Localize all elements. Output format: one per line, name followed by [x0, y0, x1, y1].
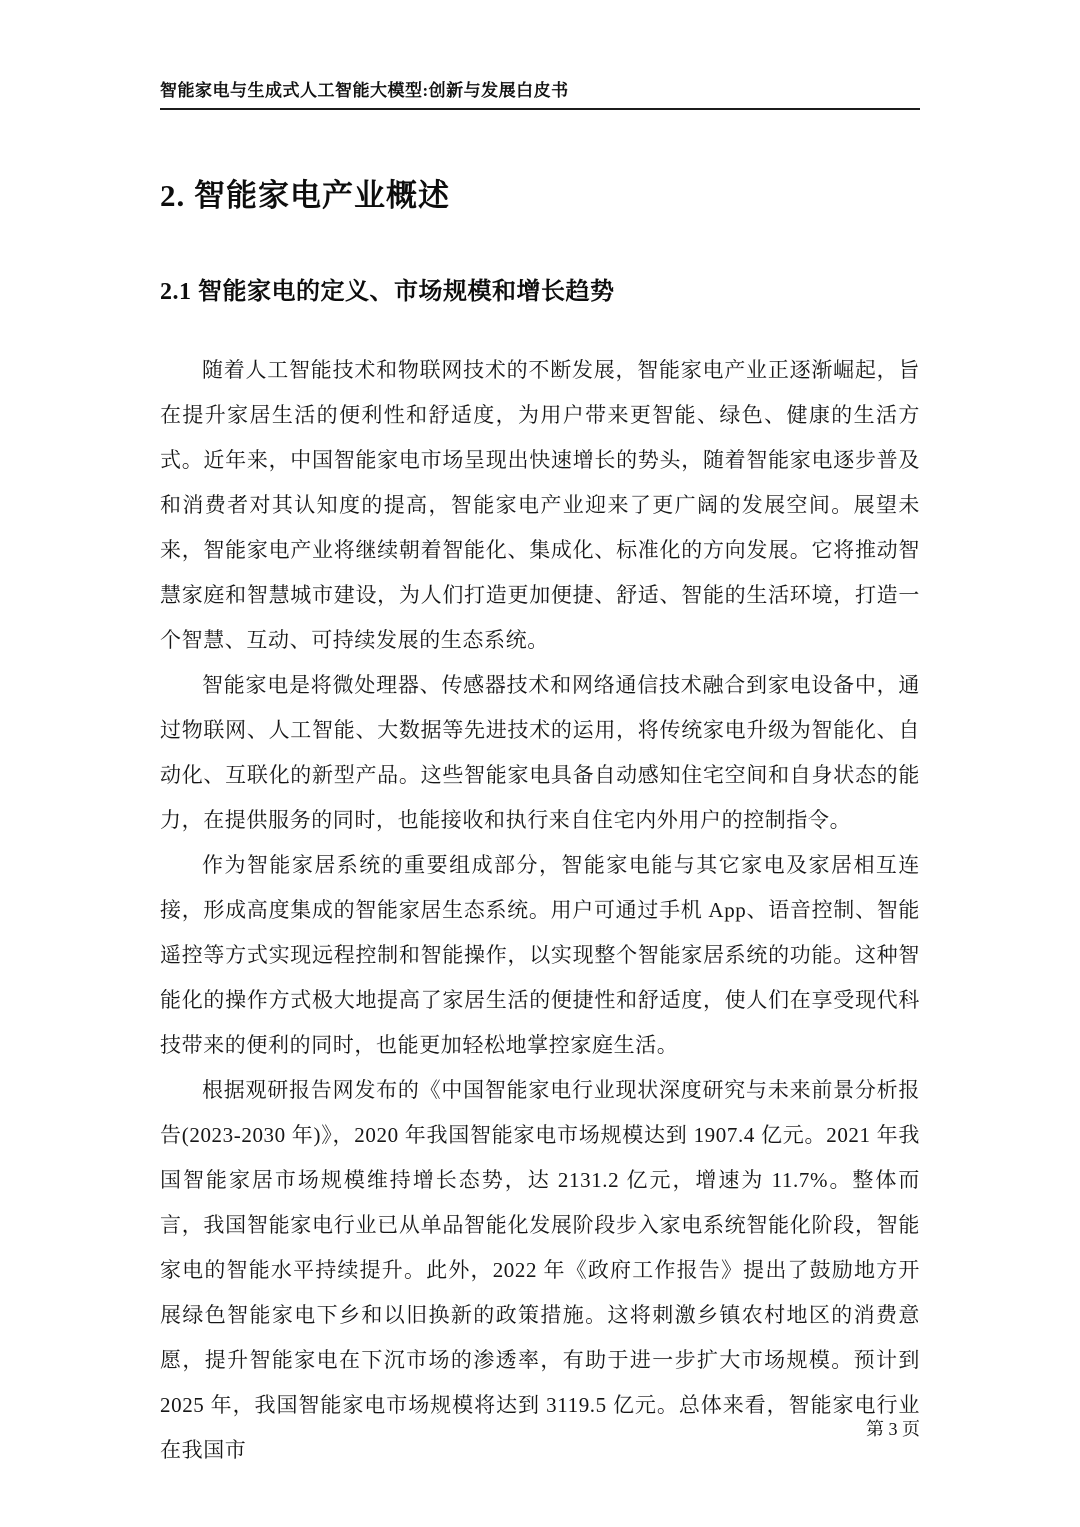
paragraph-2: 智能家电是将微处理器、传感器技术和网络通信技术融合到家电设备中，通过物联网、人工智能、大数据等先进技术的运用，将传统家电升级为智能化、自动化、互联化的新型产品。这些智能家电具备自动感知住宅空间和自身状态的能力，在提供服务的同时，也能接收和执行来自住宅内外用户的控制指令。	[160, 673, 920, 832]
page-footer	[866, 1415, 920, 1441]
subsection-heading: 2.1 智能家电的定义、市场规模和增长趋势	[160, 279, 615, 305]
body-text	[160, 348, 920, 1473]
header-title: 智能家电与生成式人工智能大模型:创新与发展白皮书	[160, 81, 569, 100]
page-header	[160, 0, 920, 110]
paragraph-4: 根据观研报告网发布的《中国智能家电行业现状深度研究与未来前景分析报告(2023-2030 年)》，2020 年我国智能家电市场规模达到 1907.4 亿元。2021 年我国智能家居市场规模维持增长态势，达 2131.2 亿元，增速为 11.7%。整体而言，我国智能家电行业已从单品智能化发展阶段步入家电系统智能化阶段，智能家电的智能水平持续提升。此外，2022 年《政府工作报告》提出了鼓励地方开展绿色智能家电下乡和以旧换新的政策措施。这将刺激乡镇农村地区的消费意愿，提升智能家电在下沉市场的渗透率，有助于进一步扩大市场规模。预计到 2025 年，我国智能家电市场规模将达到 3119.5 亿元。总体来看，智能家电行业在我国市	[160, 1078, 920, 1462]
section-heading: 2. 智能家电产业概述	[160, 178, 450, 213]
paragraph-3: 作为智能家居系统的重要组成部分，智能家电能与其它家电及家居相互连接，形成高度集成的智能家居生态系统。用户可通过手机 App、语音控制、智能遥控等方式实现远程控制和智能操作，以实现整个智能家居系统的功能。这种智能化的操作方式极大地提高了家居生活的便捷性和舒适度，使人们在享受现代科技带来的便利的同时，也能更加轻松地掌控家庭生活。	[160, 853, 920, 1057]
page-number: 第 3 页	[866, 1419, 920, 1439]
paragraph-1: 随着人工智能技术和物联网技术的不断发展，智能家电产业正逐渐崛起，旨在提升家居生活的便利性和舒适度，为用户带来更智能、绿色、健康的生活方式。近年来，中国智能家电市场呈现出快速增长的势头，随着智能家电逐步普及和消费者对其认知度的提高，智能家电产业迎来了更广阔的发展空间。展望未来，智能家电产业将继续朝着智能化、集成化、标准化的方向发展。它将推动智慧家庭和智慧城市建设，为人们打造更加便捷、舒适、智能的生活环境，打造一个智慧、互动、可持续发展的生态系统。	[160, 358, 920, 652]
